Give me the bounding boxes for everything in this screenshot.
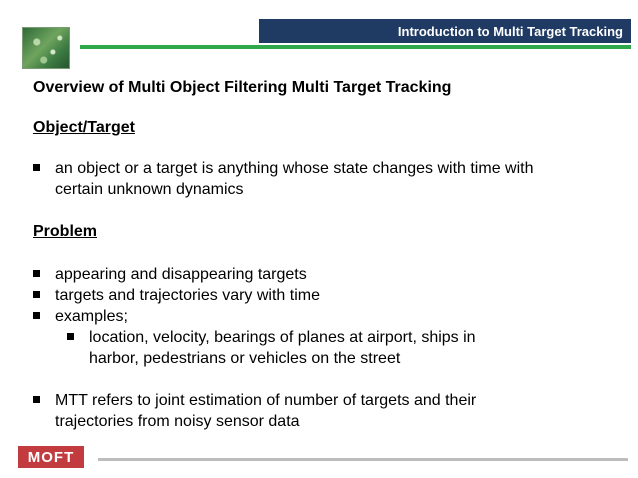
section-title-object-target: Object/Target xyxy=(33,119,135,136)
bullet-text: targets and trajectories vary with time xyxy=(55,287,320,304)
bullet-text: harbor, pedestrians or vehicles on the street xyxy=(89,350,401,367)
list-item xyxy=(33,390,623,432)
list-item xyxy=(33,285,623,306)
bullet-text: MTT refers to joint estimation of number of targets and their xyxy=(55,392,477,409)
list-item xyxy=(33,158,623,200)
list-item xyxy=(33,306,623,327)
title-bar xyxy=(259,19,631,43)
slide-heading: Overview of Multi Object Filtering Multi Target Tracking xyxy=(33,79,452,96)
footer-label-text: MOFT xyxy=(27,448,75,466)
slide-content xyxy=(33,78,623,432)
list-item xyxy=(33,264,623,285)
square-bullet-icon xyxy=(33,291,40,298)
square-bullet-icon xyxy=(33,164,40,171)
bullet-text: location, velocity, bearings of planes at airport, ships in xyxy=(89,329,476,346)
footer-divider xyxy=(98,458,628,461)
slide-title: Introduction to Multi Target Tracking xyxy=(397,23,623,39)
footer-label xyxy=(18,446,84,468)
square-bullet-icon xyxy=(67,333,74,340)
bullet-text: certain unknown dynamics xyxy=(55,181,244,198)
header-divider xyxy=(80,45,631,49)
sub-list-item xyxy=(67,327,623,369)
section-title-problem: Problem xyxy=(33,223,98,240)
logo-image xyxy=(22,27,70,69)
square-bullet-icon xyxy=(33,270,40,277)
bullet-text: trajectories from noisy sensor data xyxy=(55,413,300,430)
square-bullet-icon xyxy=(33,312,40,319)
bullet-text: examples; xyxy=(55,308,128,325)
bullet-text: an object or a target is anything whose state changes with time with xyxy=(55,160,534,177)
bullet-text: appearing and disappearing targets xyxy=(55,266,307,283)
square-bullet-icon xyxy=(33,396,40,403)
